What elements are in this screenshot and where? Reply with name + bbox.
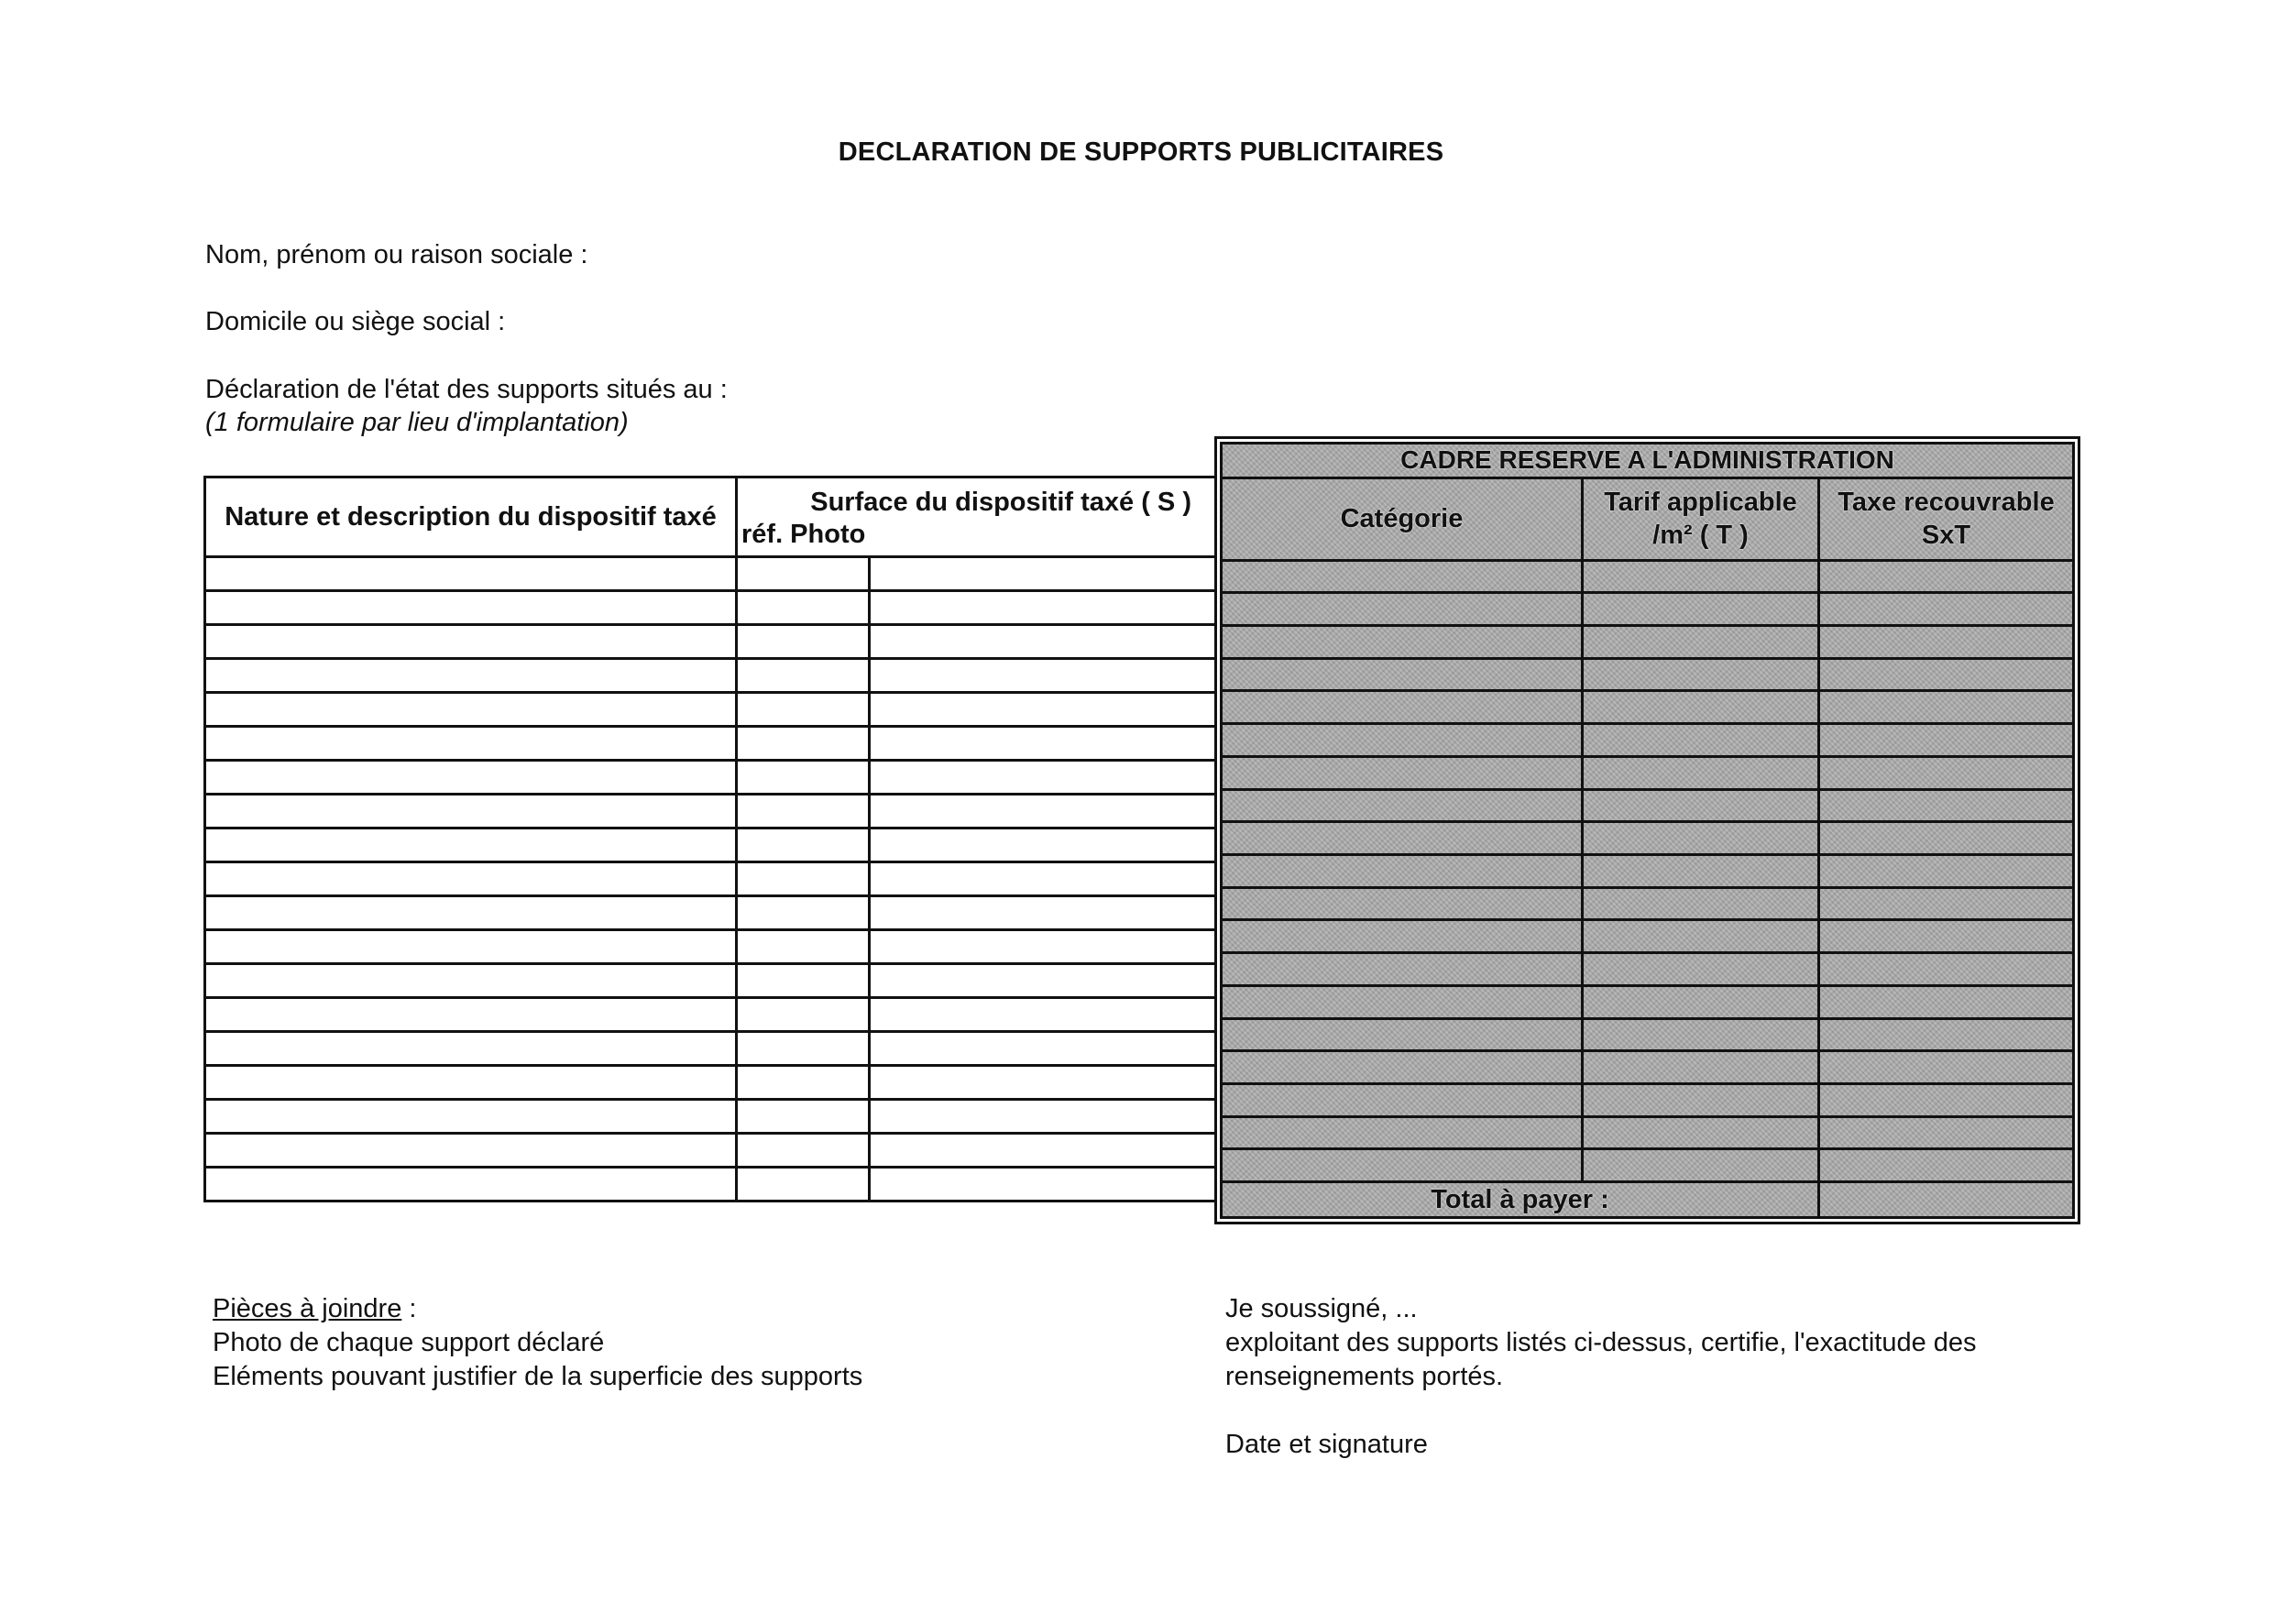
admin-table [1220, 442, 2075, 1219]
photo-ref-cell[interactable] [870, 591, 1221, 625]
admin-total-row [1222, 1182, 2074, 1218]
tariff-cell [1583, 953, 1819, 986]
photo-ref-cell[interactable] [870, 964, 1221, 998]
attachment-item: Eléments pouvant justifier de la superficie des supports [213, 1362, 863, 1391]
surface-cell[interactable] [737, 862, 870, 896]
tariff-cell [1583, 1116, 1819, 1149]
category-cell [1222, 691, 1583, 724]
category-cell [1222, 887, 1583, 920]
admin-table-row [1222, 920, 2074, 953]
surface-cell[interactable] [737, 761, 870, 795]
surface-cell[interactable] [737, 1066, 870, 1100]
photo-ref-cell[interactable] [870, 659, 1221, 693]
declarant-table-header [205, 477, 1221, 557]
header-tax-line2: SxT [1921, 521, 1971, 551]
photo-ref-cell[interactable] [870, 795, 1221, 828]
tariff-cell [1583, 593, 1819, 626]
signature-label: Date et signature [1225, 1430, 1428, 1459]
admin-table-row [1222, 887, 2074, 920]
tax-cell [1819, 1116, 2074, 1149]
declarant-table-row [205, 727, 1221, 761]
declarant-table-row [205, 557, 1221, 591]
nature-cell[interactable] [205, 1066, 737, 1100]
surface-cell[interactable] [737, 727, 870, 761]
certification-line2: exploitant des supports listés ci-dessus, certifie, l'exactitude des [1225, 1328, 1977, 1357]
admin-table-row [1222, 822, 2074, 855]
attachments-heading-line [213, 1292, 862, 1326]
declarant-table-row [205, 828, 1221, 862]
tax-cell [1819, 854, 2074, 887]
surface-cell[interactable] [737, 693, 870, 727]
tariff-cell [1583, 854, 1819, 887]
photo-ref-cell[interactable] [870, 998, 1221, 1032]
category-cell [1222, 953, 1583, 986]
declarant-table-row [205, 896, 1221, 930]
header-tax [1819, 477, 2074, 560]
tariff-cell [1583, 560, 1819, 593]
photo-ref-cell[interactable] [870, 1134, 1221, 1168]
admin-table-row [1222, 1083, 2074, 1116]
admin-table-row [1222, 985, 2074, 1018]
nature-cell[interactable] [205, 1134, 737, 1168]
photo-ref-cell[interactable] [870, 761, 1221, 795]
declarant-table-row [205, 659, 1221, 693]
surface-cell[interactable] [737, 998, 870, 1032]
nature-cell[interactable] [205, 761, 737, 795]
admin-title: CADRE RESERVE A L'ADMINISTRATION [1222, 444, 2074, 478]
location-note: (1 formulaire par lieu d'implantation) [205, 408, 629, 437]
declarant-table-row [205, 761, 1221, 795]
photo-ref-cell[interactable] [870, 1168, 1221, 1202]
page-title: DECLARATION DE SUPPORTS PUBLICITAIRES [838, 137, 1444, 167]
admin-title-row [1222, 444, 2074, 478]
nature-cell[interactable] [205, 1168, 737, 1202]
header-tariff-line1: Tarif applicable [1604, 488, 1797, 518]
nature-cell[interactable] [205, 727, 737, 761]
admin-table-row [1222, 560, 2074, 593]
photo-ref-cell[interactable] [870, 862, 1221, 896]
declarant-table-row [205, 964, 1221, 998]
surface-cell[interactable] [737, 1032, 870, 1066]
header-tariff [1583, 477, 1819, 560]
attachments-heading-colon: : [401, 1294, 417, 1323]
declarant-table-row [205, 1100, 1221, 1134]
nature-cell[interactable] [205, 896, 737, 930]
nature-cell[interactable] [205, 828, 737, 862]
photo-ref-cell[interactable] [870, 625, 1221, 659]
admin-table-row [1222, 658, 2074, 691]
admin-table-row [1222, 1149, 2074, 1182]
nature-cell[interactable] [205, 625, 737, 659]
tax-cell [1819, 822, 2074, 855]
tariff-cell [1583, 626, 1819, 659]
category-cell [1222, 854, 1583, 887]
address-field-label: Domicile ou siège social : [205, 307, 506, 336]
declarant-table-row [205, 1032, 1221, 1066]
header-tariff-line2: /m² ( T ) [1652, 521, 1749, 551]
header-surface-label: Surface du dispositif taxé ( S ) [810, 488, 1191, 517]
declarant-table-row [205, 1066, 1221, 1100]
tax-cell [1819, 724, 2074, 757]
admin-table-row [1222, 1051, 2074, 1084]
photo-ref-cell[interactable] [870, 1032, 1221, 1066]
category-cell [1222, 789, 1583, 822]
photo-ref-cell[interactable] [870, 1100, 1221, 1134]
surface-cell[interactable] [737, 1168, 870, 1202]
declarant-table-row [205, 930, 1221, 964]
surface-cell[interactable] [737, 659, 870, 693]
nature-cell[interactable] [205, 862, 737, 896]
nature-cell[interactable] [205, 964, 737, 998]
declarant-table-row [205, 795, 1221, 828]
certification-section [1225, 1292, 1977, 1462]
declarant-table-row [205, 1168, 1221, 1202]
admin-table-row [1222, 691, 2074, 724]
surface-cell[interactable] [737, 964, 870, 998]
surface-cell[interactable] [737, 896, 870, 930]
nature-cell[interactable] [205, 795, 737, 828]
declarant-table-row [205, 693, 1221, 727]
admin-table-row [1222, 1018, 2074, 1051]
declarant-table-row [205, 625, 1221, 659]
attachments-heading: Pièces à joindre [213, 1294, 402, 1323]
nature-cell[interactable] [205, 1032, 737, 1066]
tax-cell [1819, 658, 2074, 691]
photo-ref-cell[interactable] [870, 930, 1221, 964]
surface-cell[interactable] [737, 930, 870, 964]
total-value-cell [1819, 1182, 2074, 1218]
category-cell [1222, 756, 1583, 789]
surface-cell[interactable] [737, 828, 870, 862]
nature-cell[interactable] [205, 693, 737, 727]
category-cell [1222, 1116, 1583, 1149]
tax-cell [1819, 953, 2074, 986]
tariff-cell [1583, 920, 1819, 953]
admin-table-row [1222, 724, 2074, 757]
attachments-section [213, 1292, 862, 1394]
surface-cell[interactable] [737, 591, 870, 625]
tax-cell [1819, 789, 2074, 822]
tariff-cell [1583, 724, 1819, 757]
declarant-table-row [205, 591, 1221, 625]
header-category: Catégorie [1222, 477, 1583, 560]
tax-cell [1819, 1149, 2074, 1182]
nature-cell[interactable] [205, 930, 737, 964]
tariff-cell [1583, 658, 1819, 691]
tax-cell [1819, 1018, 2074, 1051]
header-photo-ref-label: réf. Photo [741, 520, 866, 549]
category-cell [1222, 724, 1583, 757]
tariff-cell [1583, 1149, 1819, 1182]
location-field-label: Déclaration de l'état des supports situés au : [205, 375, 728, 404]
nature-cell[interactable] [205, 1100, 737, 1134]
tax-cell [1819, 626, 2074, 659]
category-cell [1222, 920, 1583, 953]
tax-cell [1819, 560, 2074, 593]
photo-ref-cell[interactable] [870, 1066, 1221, 1100]
nature-cell[interactable] [205, 998, 737, 1032]
surface-cell[interactable] [737, 1100, 870, 1134]
photo-ref-cell[interactable] [870, 693, 1221, 727]
tariff-cell [1583, 1018, 1819, 1051]
name-field-label: Nom, prénom ou raison sociale : [205, 240, 588, 269]
header-nature: Nature et description du dispositif taxé [205, 477, 737, 557]
nature-cell[interactable] [205, 557, 737, 591]
tax-cell [1819, 593, 2074, 626]
nature-cell[interactable] [205, 591, 737, 625]
admin-table-row [1222, 789, 2074, 822]
admin-table-row [1222, 854, 2074, 887]
admin-reserved-frame [1214, 436, 2080, 1224]
header-surface [737, 477, 1221, 557]
photo-ref-cell[interactable] [870, 557, 1221, 591]
total-label: Total à payer : [1222, 1182, 1819, 1218]
category-cell [1222, 593, 1583, 626]
tax-cell [1819, 756, 2074, 789]
admin-table-row [1222, 953, 2074, 986]
tariff-cell [1583, 789, 1819, 822]
tax-cell [1819, 887, 2074, 920]
tax-cell [1819, 1083, 2074, 1116]
photo-ref-cell[interactable] [870, 727, 1221, 761]
category-cell [1222, 1018, 1583, 1051]
tariff-cell [1583, 756, 1819, 789]
declarant-table-row [205, 862, 1221, 896]
declarant-table-row [205, 1134, 1221, 1168]
tariff-cell [1583, 691, 1819, 724]
category-cell [1222, 1083, 1583, 1116]
category-cell [1222, 1149, 1583, 1182]
surface-cell[interactable] [737, 795, 870, 828]
declarant-table-row [205, 998, 1221, 1032]
category-cell [1222, 985, 1583, 1018]
category-cell [1222, 560, 1583, 593]
certification-line3: renseignements portés. [1225, 1362, 1504, 1391]
surface-cell[interactable] [737, 1134, 870, 1168]
photo-ref-cell[interactable] [870, 896, 1221, 930]
declarant-table [203, 476, 1222, 1202]
tariff-cell [1583, 887, 1819, 920]
attachment-item: Photo de chaque support déclaré [213, 1328, 605, 1357]
tariff-cell [1583, 985, 1819, 1018]
photo-ref-cell[interactable] [870, 828, 1221, 862]
surface-cell[interactable] [737, 557, 870, 591]
tax-cell [1819, 920, 2074, 953]
tariff-cell [1583, 822, 1819, 855]
admin-table-row [1222, 1116, 2074, 1149]
header-tax-line1: Taxe recouvrable [1838, 488, 2055, 518]
tariff-cell [1583, 1051, 1819, 1084]
tax-cell [1819, 985, 2074, 1018]
tax-cell [1819, 691, 2074, 724]
surface-cell[interactable] [737, 625, 870, 659]
category-cell [1222, 658, 1583, 691]
category-cell [1222, 822, 1583, 855]
category-cell [1222, 1051, 1583, 1084]
admin-table-row [1222, 626, 2074, 659]
category-cell [1222, 626, 1583, 659]
nature-cell[interactable] [205, 659, 737, 693]
admin-table-row [1222, 756, 2074, 789]
admin-table-row [1222, 593, 2074, 626]
tax-cell [1819, 1051, 2074, 1084]
tariff-cell [1583, 1083, 1819, 1116]
certification-line1: Je soussigné, ... [1225, 1294, 1418, 1323]
admin-header-row [1222, 477, 2074, 560]
